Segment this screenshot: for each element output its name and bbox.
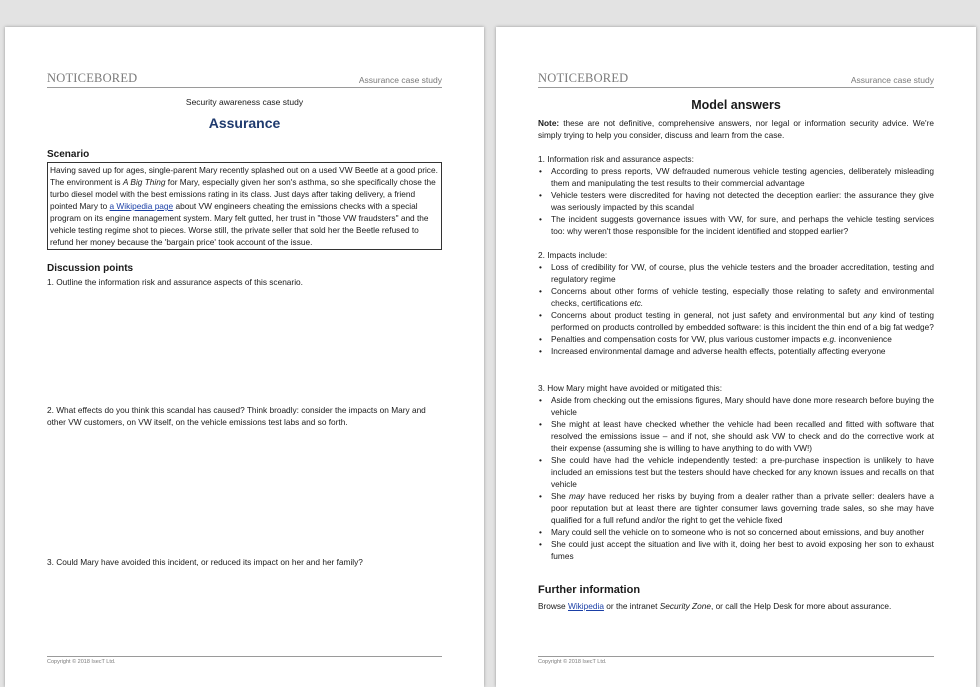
item-text: inconvenience (836, 334, 892, 344)
item-text: Penalties and compensation costs for VW, plus various customer impacts (551, 334, 823, 344)
document-page-2 (496, 27, 976, 687)
question-3: 3. Could Mary have avoided this incident, or reduced its impact on her and her family? (47, 557, 363, 567)
section-1-heading: 1. Information risk and assurance aspects: (538, 154, 694, 164)
list-item: • Increased environmental damage and adverse health effects, potentially affecting everyone (538, 345, 934, 357)
header-title: Assurance case study (358, 75, 442, 85)
page-subtitle: Security awareness case study (185, 97, 304, 107)
page-footer: Copyright © 2018 IsecT Ltd. (47, 656, 442, 665)
further-text: Browse (538, 601, 568, 611)
list-item: • Aside from checking out the emissions figures, Mary should have done more research before buying the vehicle (538, 394, 934, 418)
page-header (47, 71, 442, 88)
section-2-heading: 2. Impacts include: (538, 250, 608, 260)
item-emphasis: e.g. (822, 334, 837, 344)
list-item (538, 285, 934, 309)
list-item (538, 490, 934, 526)
scenario-text: for Mary, especially given her son's asthma, so she specifically chose the turbo diesel model with the best emissions rating in its class. Just days after taking delivery, a friend pointed Mary to (50, 177, 436, 211)
section-3 (538, 382, 934, 562)
discussion-heading: Discussion points (47, 263, 134, 274)
item-text: Concerns about product testing in general, not just safety and environmental but (551, 310, 864, 320)
note-text: these are not definitive, comprehensive answers, nor legal or information security advice. We're simply trying to help you consider, discuss and learn from the case. (538, 118, 934, 140)
list-item: • Loss of credibility for VW, of course, plus the vehicle testers and the broader accreditation, testing and regulatory regime (538, 261, 934, 285)
list-item: • She could just accept the situation and live with it, doing her best to avoid exposing her son to exhaust fumes (538, 538, 934, 562)
question-1: 1. Outline the information risk and assurance aspects of this scenario. (47, 277, 303, 287)
security-zone-text: Security Zone (659, 601, 711, 611)
header-title: Assurance case study (850, 75, 934, 85)
scenario-box (47, 162, 442, 250)
further-text: , or call the Help Desk for more about assurance. (710, 601, 892, 611)
note-paragraph (538, 117, 934, 141)
item-text: She (551, 491, 570, 501)
scenario-heading: Scenario (47, 149, 90, 160)
item-emphasis: etc. (629, 298, 644, 308)
noticebored-logo: NOTICEBORED (538, 71, 629, 85)
wikipedia-link[interactable]: a Wikipedia page (109, 201, 174, 211)
model-answers-title: Model answers (691, 98, 781, 112)
page-title: Assurance (208, 115, 281, 131)
section-1 (538, 153, 934, 237)
list-item: • Mary could sell the vehicle on to someone who is not so concerned about emissions, and buy another (538, 526, 934, 538)
note-label: Note: (538, 118, 560, 128)
scenario-emphasis: A Big Thing (122, 177, 166, 187)
list-item (538, 309, 934, 333)
page-header (538, 71, 934, 88)
list-item: • According to press reports, VW defrauded numerous vehicle testing agencies, deliberately misleading them and manipulating the test results to their commercial advantage (538, 165, 934, 189)
page-footer: Copyright © 2018 IsecT Ltd. (538, 656, 934, 665)
question-2: 2. What effects do you think this scandal has caused? Think broadly: consider the impacts on Mary and other VW customers, on VW itself, on the vehicle emissions test labs and so forth. (47, 405, 426, 427)
scenario-text: about VW engineers cheating the emissions checks with a special program on its engine management system. Mary felt gutted, her trust in "those VW fraudsters" and the vehicle testing regime shot to pieces. Worse still, the private seller that sold her the Beetle refused to refund her money because the 'bargain price' took account of the issue. (50, 201, 429, 247)
item-emphasis: any (863, 310, 877, 320)
list-item: • She could have had the vehicle independently tested: a pre-purchase inspection is unlikely to have included an emissions test but the testers should have checked for any known issues and recalls on that vehicle (538, 454, 934, 490)
further-info-text (538, 600, 891, 612)
noticebored-logo: NOTICEBORED (47, 71, 138, 85)
item-text: have reduced her risks by buying from a dealer rather than a private seller: dealers have a poor reputation but at least there are tighter consumer laws governing trade sales, so she may have qualified for a full refund and/or the right to get the vehicle fixed (551, 491, 934, 525)
list-item: • Vehicle testers were discredited for having not detected the deception earlier: the assurance they give was seriously impacted by this scandal (538, 189, 934, 213)
list-item: • She might at least have checked whether the vehicle had been recalled and fitted with software that resolved the emissions issue – and if not, she should ask VW to check and do the corrective work at their expense (assuming she is willing to have anything to do with VW!) (538, 418, 934, 454)
list-item (538, 333, 934, 345)
section-3-heading: 3. How Mary might have avoided or mitigated this: (538, 383, 722, 393)
section-2 (538, 249, 934, 357)
list-item: • The incident suggests governance issues with VW, for sure, and perhaps the vehicle testing services too: why weren't those responsible for the incident identified and stopped earlier? (538, 213, 934, 237)
item-emphasis: may (569, 491, 585, 501)
wikipedia-link[interactable]: Wikipedia (567, 601, 604, 611)
document-page-1 (5, 27, 484, 687)
scenario-text: Having saved up for ages, single-parent Mary recently splashed out on a used VW Beetle at a good price. The environment is (50, 165, 438, 187)
further-info-heading: Further information (538, 584, 641, 596)
item-text: kind of testing performed on products controlled by embedded software: is this incident the thin end of a big fat wedge? (551, 310, 934, 332)
further-text: or the intranet (603, 601, 660, 611)
item-text: Concerns about other forms of vehicle testing, especially those relating to safety and environmental checks, certifications (551, 286, 934, 308)
